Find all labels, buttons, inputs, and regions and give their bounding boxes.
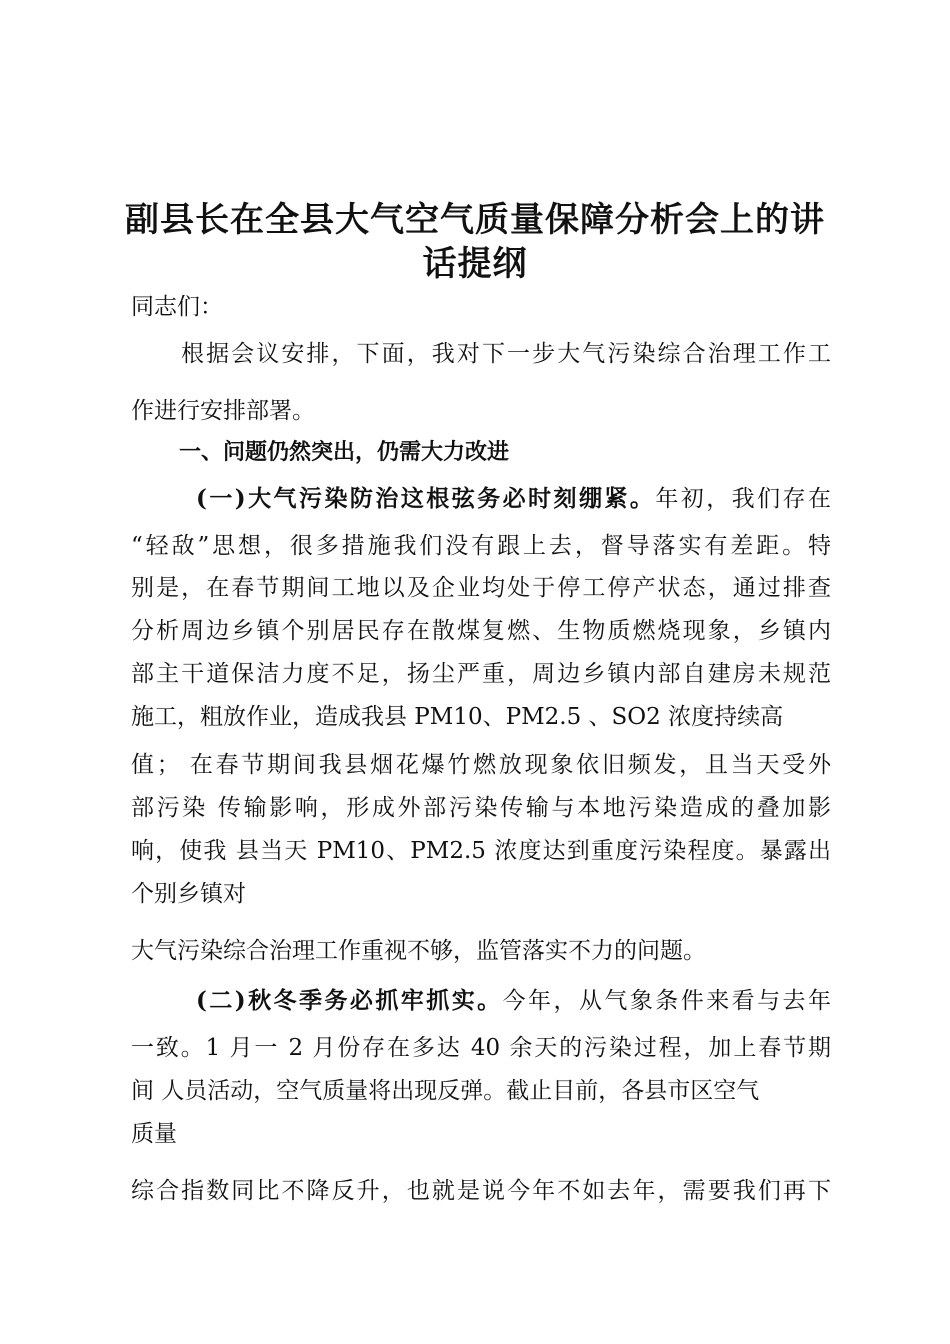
subsection-1-line-7: 值； 在春节期间我县烟花爆竹燃放现象依旧频发，且当天受外 (131, 752, 831, 778)
subsection-2-line-4: 质量 (131, 1121, 177, 1147)
subsection-1-heading: (一)大气污染防治这根弦务必时刻绷紧。 (196, 485, 656, 512)
subsection-2-line-1: 今年，从气象条件来看与去年 (502, 988, 832, 1014)
document-title-line-2: 话提纲 (422, 244, 528, 284)
subsection-2-line-3: 间 人员活动，空气质量将出现反弹。截止目前，各县市区空气 (131, 1078, 760, 1104)
subsection-1-line-5: 部主干道保洁力度不足，扬尘严重，周边乡镇内部自建房未规范 (131, 661, 831, 687)
subsection-2-first-line (196, 986, 831, 1016)
subsection-1-line-11: 大气污染综合治理工作重视不够，监管落实不力的问题。 (131, 938, 706, 964)
subsection-1-line-8: 部污染 传输影响，形成外部污染传输与本地污染造成的叠加影 (131, 795, 831, 821)
subsection-2-line-5: 综合指数同比不降反升，也就是说今年不如去年，需要我们再下 (131, 1178, 831, 1204)
subsection-1-first-line (196, 484, 831, 514)
subsection-1-line-9: 响，使我 县当天 PM10、PM2.5 浓度达到重度污染程度。暴露出 (131, 838, 831, 864)
subsection-2-line-2: 一致。1 月一 2 月份存在多达 40 余天的污染过程，加上春节期 (131, 1035, 831, 1061)
subsection-1-line-3: 别是，在春节期间工地以及企业均处于停工停产状态，通过排查 (131, 575, 831, 601)
subsection-1-line-4: 分析周边乡镇个别居民存在散煤复燃、生物质燃烧现象，乡镇内 (131, 618, 831, 644)
subsection-1-line-10: 个别乡镇对 (131, 881, 246, 907)
subsection-1-line-6: 施工，粗放作业，造成我县 PM10、PM2.5 、SO2 浓度持续高 (131, 704, 784, 730)
subsection-1-line-1: 年初，我们存在 (655, 486, 832, 512)
document-title-line-1: 副县长在全县大气空气质量保障分析会上的讲 (125, 200, 825, 240)
subsection-1-line-2: “轻敌”思想，很多措施我们没有跟上去，督导落实有差距。特 (131, 533, 831, 559)
salutation: 同志们： (131, 294, 223, 320)
subsection-2-heading: (二)秋冬季务必抓牢抓实。 (196, 987, 503, 1014)
paragraph-1-line-1: 根据会议安排，下面，我对下一步大气污染综合治理工作工 (181, 341, 831, 367)
section-1-heading: 一、问题仍然突出，仍需大力改进 (179, 440, 510, 465)
paragraph-1-line-2: 作进行安排部署。 (131, 398, 315, 424)
